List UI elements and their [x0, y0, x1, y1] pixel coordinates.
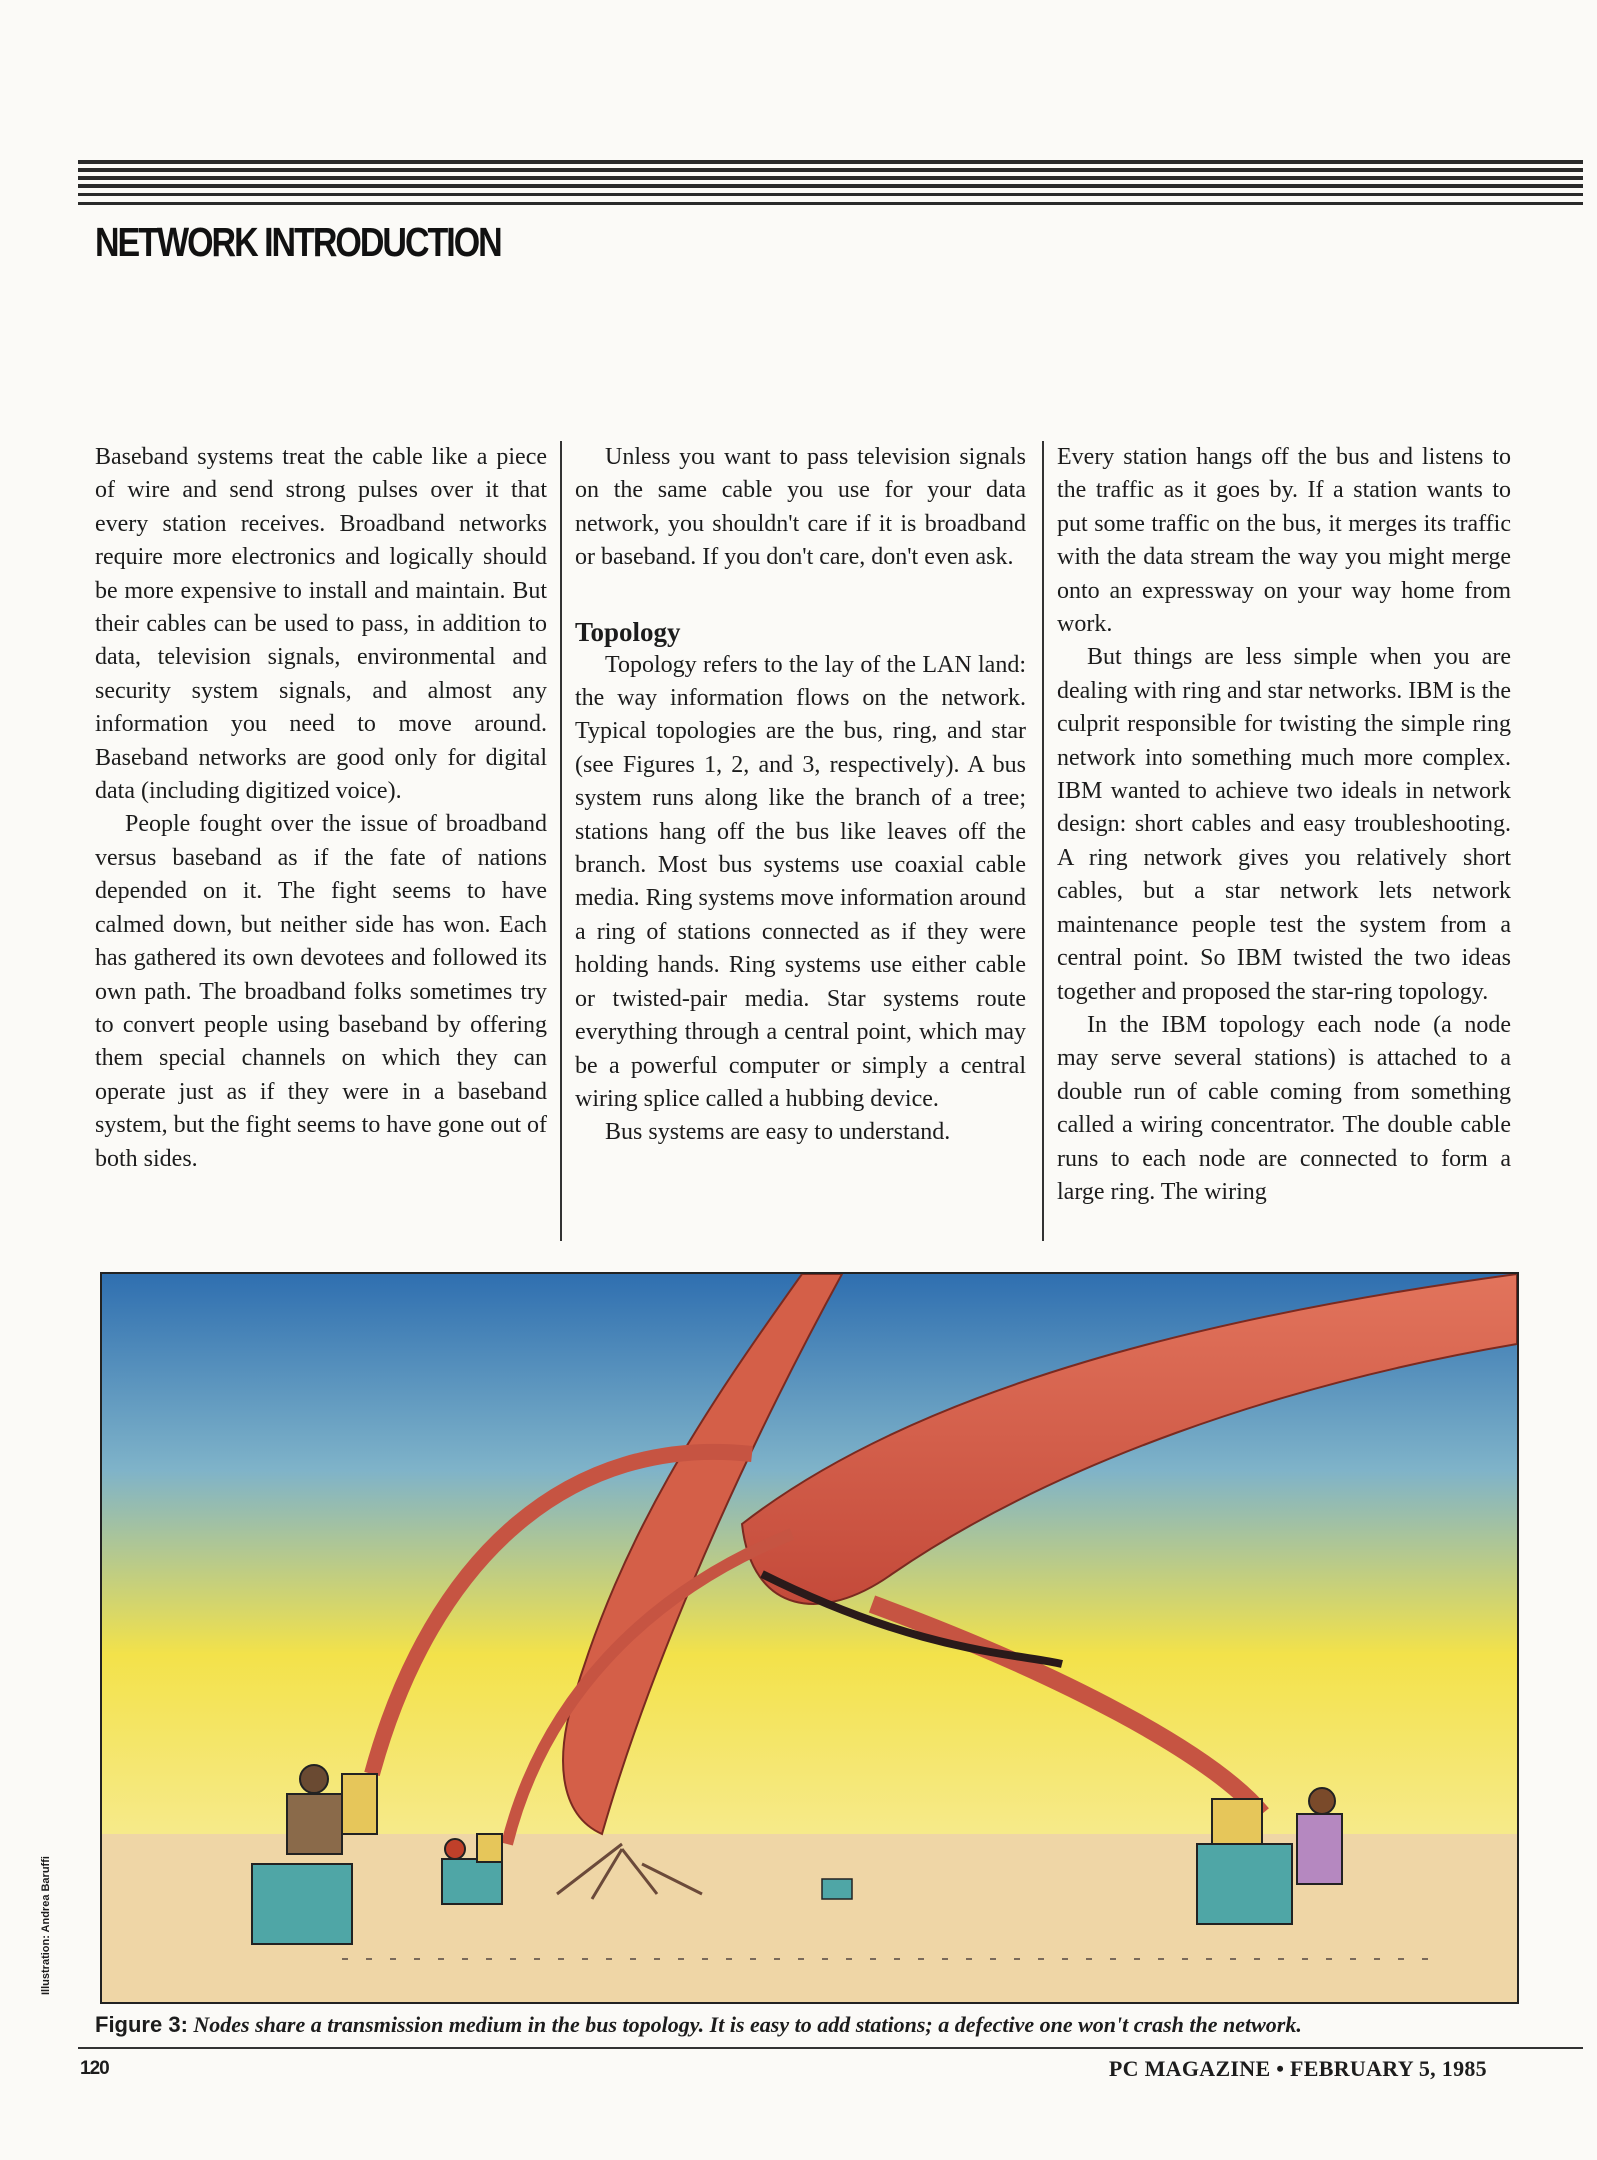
paragraph: But things are less simple when you are dealing with ring and star networks. IBM is the culprit responsible for twisting the simple ring network into something much more complex. IBM wanted to achieve two ideals in network design: short cables and easy troubleshooting. A ring network gives you relatively short cables, but a star network lets network maintenance people test the system from a central point. So IBM twisted the two ideas together and proposed the star-ring topology.	[1057, 644, 1511, 1005]
column-divider	[560, 441, 562, 1241]
figure-illustration	[100, 1272, 1519, 2004]
header-rules	[78, 160, 1583, 206]
paragraph: Topology refers to the lay of the LAN land: the way information flows on the network. Typical topologies are the bus, ring, and star (see Figures 1, 2, and 3, respectively). A bus system runs along like the branch of a tree; stations hang off the bus like leaves off the branch. Most bus systems use coaxial cable media. Ring systems move information around a ring of stations connected as if they were holding hands. Ring systems use either cable or twisted-pair media. Star systems route everything through a central point, which may be a powerful computer or simply a central wiring splice called a hubbing device.	[575, 651, 1026, 1112]
figure-label: Figure 3:	[95, 2012, 188, 2037]
bus-topology-illustration	[102, 1274, 1517, 2002]
paragraph: People fought over the issue of broadband versus baseband as if the fate of nations depended on it. The fight seems to have calmed down, but neither side has won. Each has gathered its own devotees and followed its own path. The broadband folks sometimes try to convert people using baseband by offering them special channels on which they can operate just as if they were in a baseband system, but the fight seems to have gone out of both sides.	[95, 811, 547, 1172]
footer-rule	[78, 2047, 1583, 2049]
section-title: NETWORK INTRODUCTION	[95, 220, 501, 266]
page-number: 120	[80, 2058, 109, 2079]
column-1	[95, 441, 547, 1176]
paragraph: In the IBM topology each node (a node may serve several stations) is attached to a double run of cable coming from something called a wiring concentrator. The double cable runs to each node are connected to form a large ring. The wiring	[1057, 1011, 1511, 1205]
column-3	[1057, 441, 1511, 1209]
illustration-credit: Illustration: Andrea Baruffi	[40, 1856, 52, 1995]
station-far	[822, 1879, 852, 1899]
caption-text: Nodes share a transmission medium in the bus topology. It is easy to add stations; a defective one won't crash the network.	[193, 2012, 1302, 2037]
paragraph: Every station hangs off the bus and listens to the traffic as it goes by. If a station wants to put some traffic on the bus, it merges its traffic with the data stream the way you might merge onto an expressway on your way home from work.	[1057, 444, 1511, 638]
paragraph: Baseband systems treat the cable like a piece of wire and send strong pulses over it that every station receives. Broadband networks require more electronics and logically should be more expensive to install and maintain. But their cables can be used to pass, in addition to data, television signals, environmental and security system signals, and almost any information you need to move around. Baseband networks are good only for digital data (including digitized voice).	[95, 444, 547, 805]
column-2	[575, 441, 1026, 1150]
column-divider	[1042, 441, 1044, 1241]
paragraph: Bus systems are easy to understand.	[605, 1119, 951, 1146]
subhead-topology: Topology	[575, 616, 681, 647]
publication-line: PC MAGAZINE • FEBRUARY 5, 1985	[1108, 2056, 1487, 2081]
figure-caption	[95, 2012, 1515, 2038]
paragraph: Unless you want to pass television signals on the same cable you use for your data network, you shouldn't care if it is broadband or baseband. If you don't care, don't even ask.	[575, 444, 1026, 571]
